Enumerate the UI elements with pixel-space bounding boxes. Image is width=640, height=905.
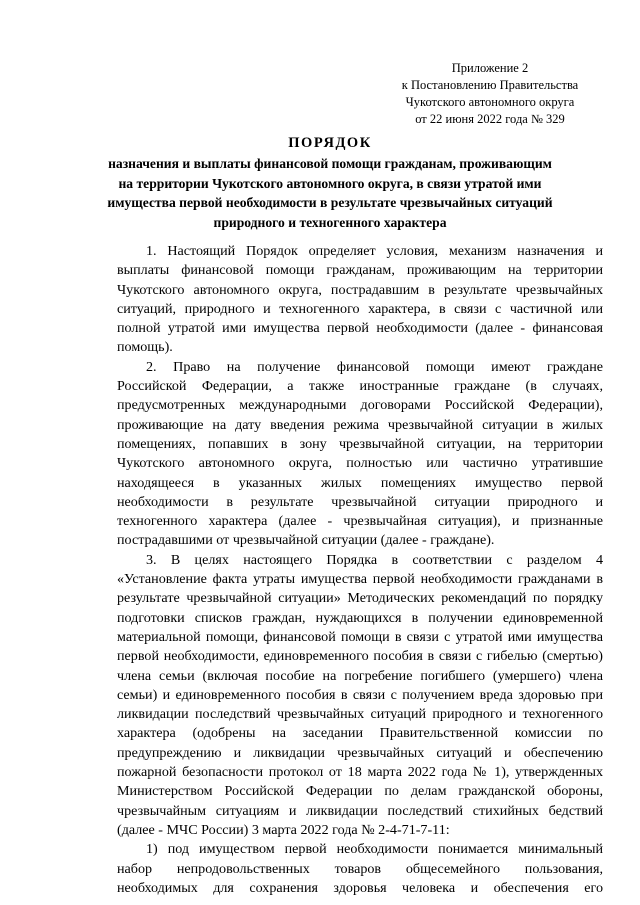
text-line: «Установление факта утраты имущества первой необходимости гражданами в bbox=[117, 571, 603, 588]
text-line: 1. Настоящий Порядок определяет условия, механизм назначения и bbox=[146, 243, 603, 259]
text-line: результате чрезвычайной ситуации» Методических рекомендаций по порядку bbox=[117, 590, 603, 607]
text-line: семьи) и единовременного пособия в связи с получением вреда здоровью при bbox=[117, 686, 603, 703]
text-line: необходимости в результате чрезвычайной ситуации природного и bbox=[117, 493, 603, 510]
text-line: 1) под имуществом первой необходимости понимается минимальный bbox=[146, 841, 603, 858]
text-line: набор непродовольственных товаров общесемейного пользования, bbox=[117, 860, 603, 877]
text-line: выплаты финансовой помощи гражданам, проживающим на территории bbox=[117, 262, 603, 279]
appendix-note bbox=[390, 60, 590, 128]
text-line: 3. В целях настоящего Порядка в соответствии с разделом 4 bbox=[146, 551, 603, 568]
document-subtitle bbox=[80, 154, 580, 232]
text-line: пострадавшими от чрезвычайной ситуации (далее - граждане). bbox=[117, 532, 495, 549]
appendix-line: Приложение 2 bbox=[451, 61, 529, 75]
text-line: ситуаций, природного и техногенного характера, в связи с частичной или bbox=[117, 300, 603, 317]
text-line: члена семьи (включая пособие на погребение погибшего (умершего) члена bbox=[117, 667, 603, 684]
text-line: чрезвычайным ситуациям и ликвидации последствий стихийных бедствий bbox=[117, 802, 603, 819]
subtitle-line: имущества первой необходимости в результате чрезвычайных ситуаций bbox=[107, 195, 553, 210]
text-line: помещениях, попавших в зону чрезвычайной ситуации, на территории bbox=[117, 435, 603, 452]
text-line: полной утратой ими имущества первой необходимости (далее - финансовая bbox=[117, 320, 603, 337]
text-line: пожарной безопасности протокол от 18 марта 2022 года № 1), утвержденных bbox=[117, 764, 603, 781]
appendix-line: от 22 июня 2022 года № 329 bbox=[415, 112, 565, 126]
text-line: необходимых для сохранения здоровья человека и обеспечения его bbox=[117, 879, 603, 896]
subtitle-line: назначения и выплаты финансовой помощи гражданам, проживающим bbox=[108, 156, 552, 171]
document-title: ПОРЯДОК bbox=[288, 135, 372, 151]
paragraph-2 bbox=[117, 358, 603, 551]
text-line: Министерством Российской Федерации по делам гражданской обороны, bbox=[117, 783, 603, 800]
appendix-line: Чукотского автономного округа bbox=[405, 95, 575, 109]
text-line: характера (одобрены на заседании Правительственной комиссии по bbox=[117, 725, 603, 742]
text-line: ликвидации последствий чрезвычайных ситуаций природного и техногенного bbox=[117, 706, 603, 723]
text-line: техногенного характера (далее - чрезвычайная ситуация), и признанные bbox=[117, 513, 603, 530]
document-body bbox=[117, 242, 603, 898]
text-line: 2. Право на получение финансовой помощи имеют граждане bbox=[146, 358, 603, 375]
paragraph-3 bbox=[117, 551, 603, 840]
text-line: находящееся в указанных жилых помещениях имущество первой bbox=[117, 474, 603, 491]
text-line: Российской Федерации, а также иностранные граждане (в случаях, bbox=[117, 378, 603, 395]
text-line: Чукотского автономного округа, полностью или частично утратившие bbox=[117, 455, 603, 472]
text-line: подготовки списков граждан, нуждающихся в получении единовременной bbox=[117, 609, 603, 626]
text-line: (далее - МЧС России) 3 марта 2022 года № 2-4-71-7-11: bbox=[117, 821, 450, 838]
text-line: материальной помощи, финансовой помощи в связи с утратой ими имущества bbox=[117, 628, 603, 645]
paragraph-1 bbox=[117, 242, 603, 358]
text-line: предупреждению и ликвидации чрезвычайных ситуаций и обеспечению bbox=[117, 744, 603, 761]
paragraph-4 bbox=[117, 840, 603, 898]
text-line: предусмотренных международными договорами Российской Федерации), bbox=[117, 397, 603, 414]
subtitle-line: природного и техногенного характера bbox=[213, 214, 447, 230]
appendix-line: к Постановлению Правительства bbox=[401, 78, 579, 92]
text-line: проживающие на дату введения режима чрезвычайной ситуации в жилых bbox=[117, 416, 603, 433]
text-line: первой необходимости, единовременного пособия в связи с гибелью (смертью) bbox=[117, 648, 603, 665]
text-line: помощь). bbox=[117, 339, 173, 356]
subtitle-line: на территории Чукотского автономного округа, в связи утратой ими bbox=[118, 175, 542, 191]
text-line: Чукотского автономного округа, пострадавшим в результате чрезвычайных bbox=[117, 281, 603, 298]
